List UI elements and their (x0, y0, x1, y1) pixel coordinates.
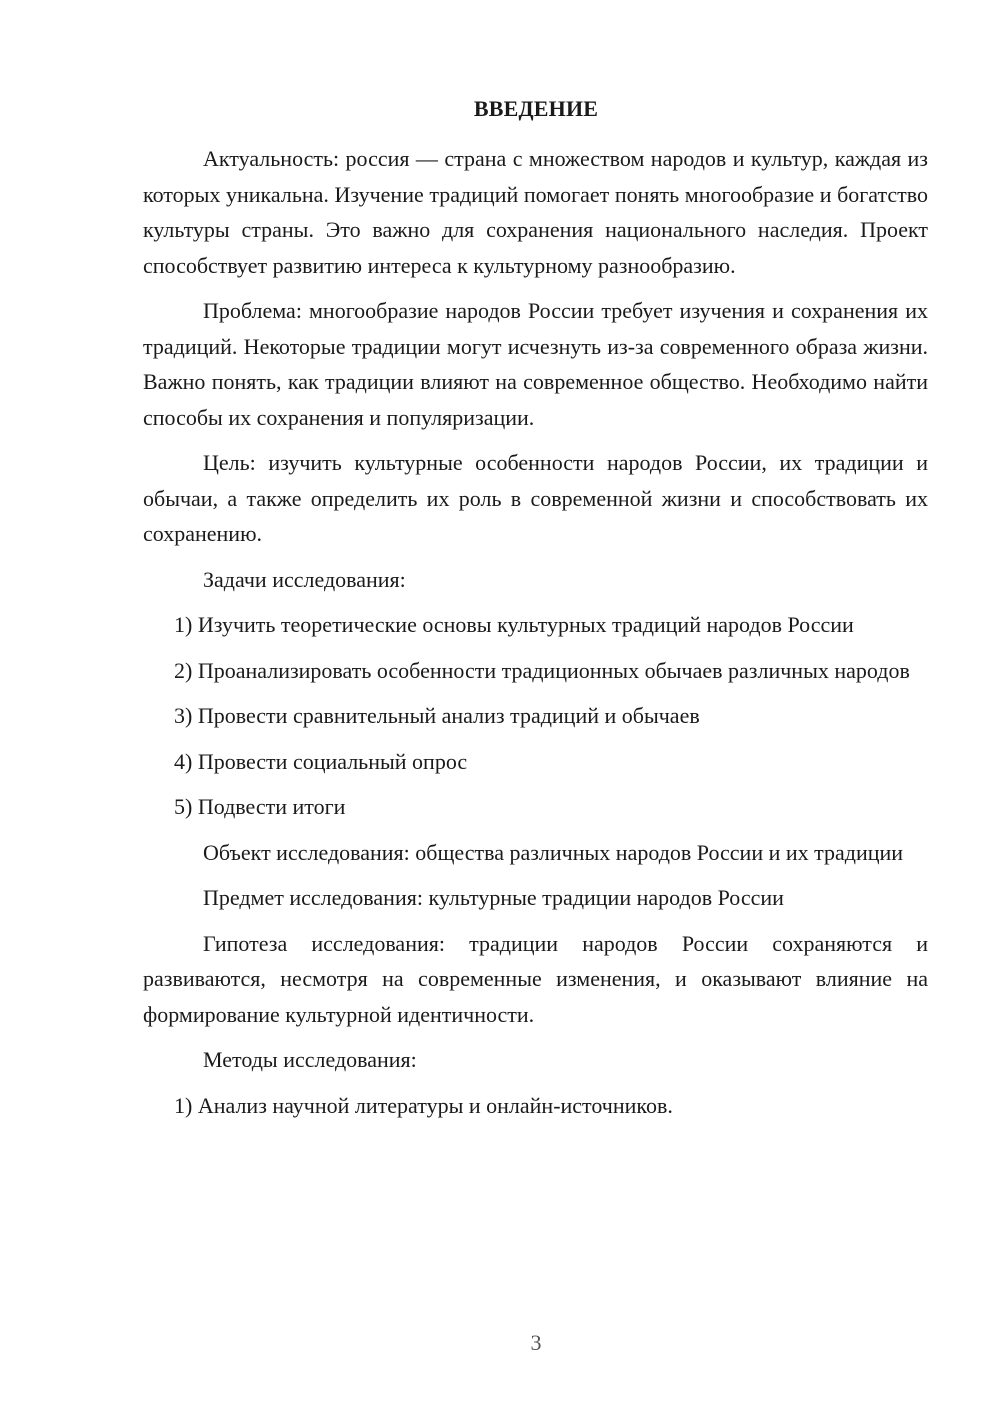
task-item: 3) Провести сравнительный анализ традиций и обычаев (174, 703, 700, 728)
task-item: 5) Подвести итоги (174, 794, 346, 819)
paragraph-hypothesis: Гипотеза исследования: традиции народов России сохраняются и развиваются, несмотря на современные изменения, и оказывают влияние на формирование культурной идентичности. (143, 930, 928, 1027)
body-text (143, 141, 928, 1133)
task-item: 1) Изучить теоретические основы культурных традиций народов России (174, 612, 854, 637)
methods-heading: Методы исследования: (203, 1047, 417, 1072)
paragraph-object: Объект исследования: общества различных народов России и их традиции (203, 839, 904, 865)
method-item: 1) Анализ научной литературы и онлайн-источников. (174, 1092, 673, 1118)
page-number: 3 (530, 1330, 542, 1355)
paragraph-problem: Проблема: многообразие народов России требует изучения и сохранения их традиций. Некоторые традиции могут исчезнуть из-за современного образа жизни. Важно понять, как традиции влияют на современное общество. Необходимо найти способы их сохранения и популяризации. (143, 298, 928, 430)
task-item: 4) Провести социальный опрос (174, 748, 468, 774)
tasks-heading: Задачи исследования: (203, 566, 406, 592)
paragraph-goal: Цель: изучить культурные особенности народов России, их традиции и обычаи, а также определить их роль в современной жизни и способствовать их сохранению. (143, 450, 928, 546)
section-title: ВВЕДЕНИЕ (473, 96, 599, 121)
paragraph-relevance: Актуальность: россия — страна с множеством народов и культур, каждая из которых уникальна. Изучение традиций помогает понять многообразие и богатство культуры страны. Это важно для сохранения национального наследия. Проект способствует развитию интереса к культурному разнообразию. (143, 146, 928, 278)
paragraph-subject: Предмет исследования: культурные традиции народов России (203, 885, 784, 910)
task-item: 2) Проанализировать особенности традиционных обычаев различных народов (174, 657, 910, 683)
